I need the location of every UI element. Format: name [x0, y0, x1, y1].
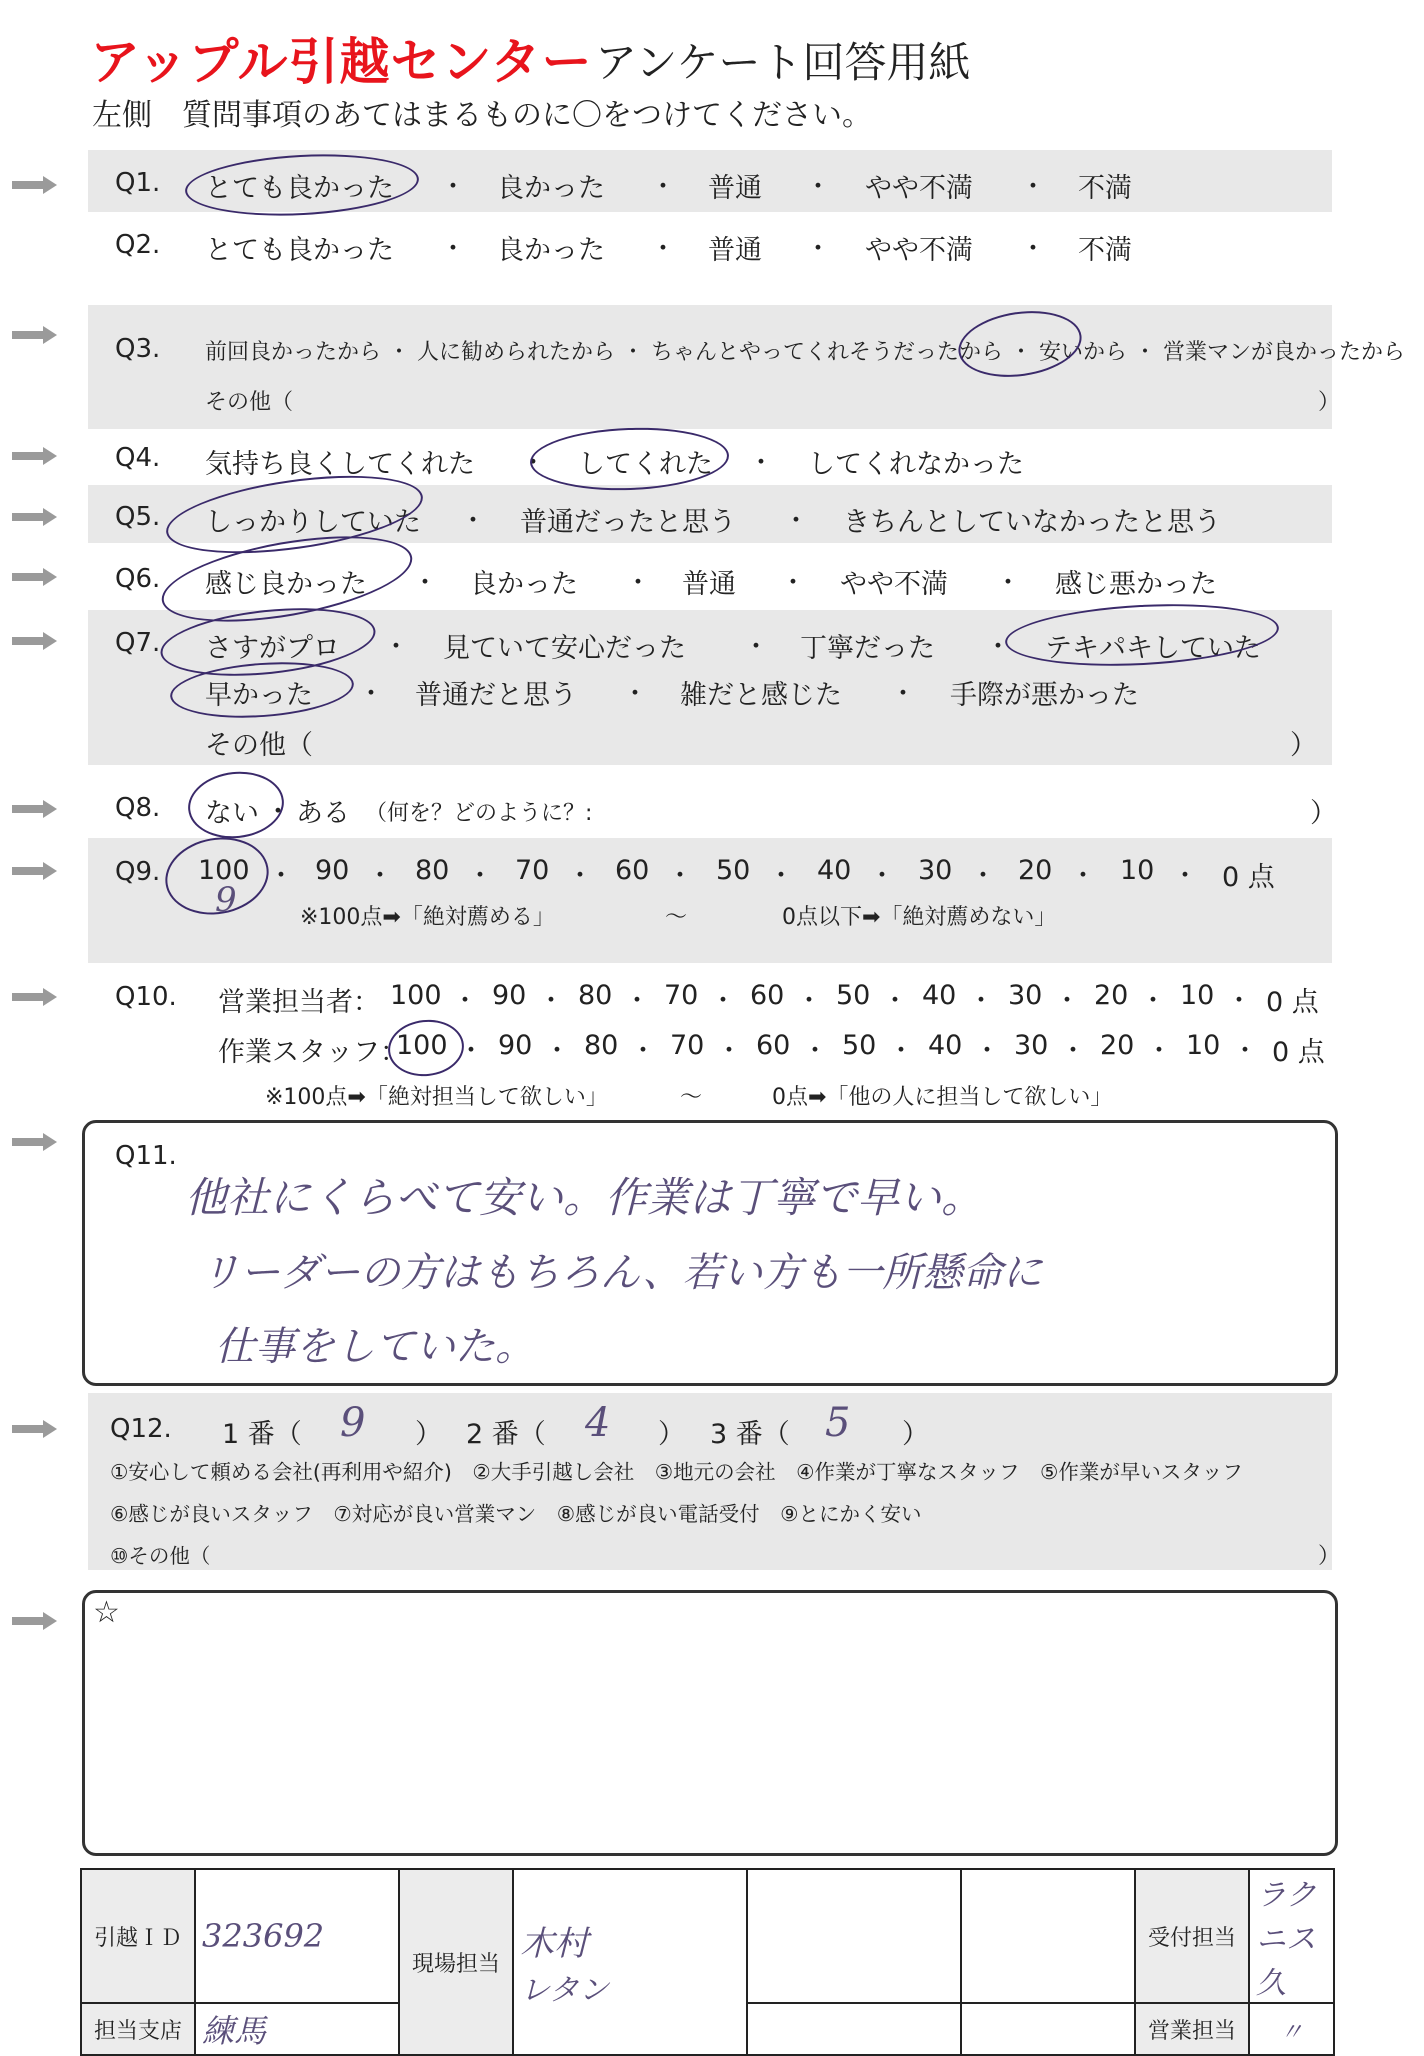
- q5-option[interactable]: しっかりしていた: [205, 507, 421, 538]
- site-staff-value: 木村: [520, 1923, 588, 1964]
- instructions: 左側 質問事項のあてはまるものに〇をつけてください。: [92, 98, 872, 133]
- q10-staff-score[interactable]: 0 点: [1272, 1037, 1325, 1068]
- star-icon: ☆: [93, 1595, 120, 1630]
- reception-label: 受付担当: [1135, 1869, 1249, 2003]
- q2-option[interactable]: やや不満: [865, 235, 973, 266]
- q1-label: Q1.: [115, 168, 161, 198]
- q7-option[interactable]: さすがプロ: [205, 633, 340, 664]
- q8-option-some[interactable]: ある: [296, 798, 350, 829]
- move-id-value: 323692: [202, 1917, 325, 1955]
- q10-staff-score[interactable]: 70: [670, 1030, 705, 1061]
- q4-option[interactable]: 気持ち良くしてくれた: [205, 449, 475, 480]
- q10-note-left: ※100点➡「絶対担当して欲しい」: [265, 1085, 608, 1110]
- q11-comment-box[interactable]: [82, 1120, 1338, 1386]
- q10-staff-score[interactable]: 90: [498, 1030, 533, 1061]
- q6-label: Q6.: [115, 564, 161, 594]
- q12-choices: ①安心して頼める会社(再利用や紹介) ②大手引越し会社 ③地元の会社 ④作業が丁寧なスタッフ ⑤作業が早いスタッフ: [110, 1460, 1243, 1484]
- arrow-icon: [12, 632, 58, 650]
- q9-tilde: ～: [665, 905, 688, 930]
- arrow-icon: [12, 862, 58, 880]
- q10-sales-score[interactable]: 80: [578, 980, 613, 1011]
- q9-score[interactable]: 20: [1018, 855, 1053, 886]
- q9-handwritten-mark: 9: [215, 880, 237, 920]
- site-staff-label: 現場担当: [399, 1869, 513, 2055]
- branch-value: 練馬: [202, 2012, 267, 2050]
- q10-label: Q10.: [115, 982, 177, 1012]
- q12-rank2-label: 2 番（: [466, 1419, 546, 1450]
- q11-handwritten-line: 他社にくらべて安い。作業は丁寧で早い。: [185, 1173, 984, 1222]
- q12-rank1-close: ）: [415, 1419, 442, 1450]
- q8-detail[interactable]: （何を？どのように？:: [365, 801, 593, 826]
- q10-sales-label: 営業担当者：: [218, 987, 380, 1018]
- q6-option[interactable]: 感じ良かった: [205, 569, 367, 600]
- q7-option[interactable]: 手際が悪かった: [950, 680, 1139, 711]
- q10-note-right: 0点➡「他の人に担当して欲しい」: [772, 1085, 1113, 1110]
- arrow-icon: [12, 1133, 58, 1151]
- company-title: アップル引越センター: [90, 33, 593, 91]
- move-id-label: 引越ＩＤ: [81, 1869, 195, 2003]
- q12-choices-other[interactable]: ⑩その他（: [110, 1544, 211, 1568]
- q10-staff-score[interactable]: 80: [584, 1030, 619, 1061]
- q9-score[interactable]: 70: [515, 855, 550, 886]
- q5-option[interactable]: きちんとしていなかったと思う: [843, 507, 1221, 538]
- q2-option[interactable]: 普通: [708, 235, 762, 266]
- q7-label: Q7.: [115, 628, 161, 658]
- q9-note-left: ※100点➡「絶対薦める」: [300, 905, 555, 930]
- q10-sales-score[interactable]: 100: [390, 980, 442, 1011]
- q7-option[interactable]: テキパキしていた: [1045, 633, 1261, 664]
- q7-option[interactable]: 普通だと思う: [415, 680, 577, 711]
- q4-label: Q4.: [115, 443, 161, 473]
- q12-rank3-close: ）: [902, 1419, 929, 1450]
- q9-score[interactable]: 60: [615, 855, 650, 886]
- q1-option[interactable]: やや不満: [865, 173, 973, 204]
- q7-option[interactable]: 早かった: [205, 680, 313, 711]
- q7-option[interactable]: 見ていて安心だった: [443, 633, 686, 664]
- arrow-icon: [12, 568, 58, 586]
- q8-label: Q8.: [115, 793, 161, 823]
- q3-label: Q3.: [115, 334, 161, 364]
- q2-option[interactable]: とても良かった: [205, 235, 394, 266]
- arrow-icon: [12, 447, 58, 465]
- q10-staff-label: 作業スタッフ：: [218, 1037, 407, 1068]
- q10-staff-score[interactable]: 100: [396, 1030, 448, 1061]
- sales-staff-value: 〃: [1279, 2017, 1304, 2046]
- free-comment-box[interactable]: [82, 1590, 1338, 1856]
- q10-staff-score[interactable]: 30: [1014, 1030, 1049, 1061]
- arrow-icon: [12, 1420, 58, 1438]
- q10-sales-score[interactable]: 30: [1008, 980, 1043, 1011]
- q7-other[interactable]: その他（: [205, 730, 313, 761]
- q12-rank1-label: 1 番（: [222, 1419, 302, 1450]
- q10-staff-score[interactable]: 10: [1186, 1030, 1221, 1061]
- q9-label: Q9.: [115, 857, 161, 887]
- q10-sales-score[interactable]: 20: [1094, 980, 1129, 1011]
- q9-score[interactable]: 100: [198, 855, 250, 886]
- q3-other[interactable]: その他（: [205, 390, 294, 415]
- q11-label: Q11.: [115, 1141, 177, 1171]
- form-title: アンケート回答用紙: [595, 38, 971, 87]
- q10-sales-score[interactable]: 10: [1180, 980, 1215, 1011]
- site-staff-value: レタン: [520, 1972, 609, 2008]
- q3-options[interactable]: 前回良かったから ・ 人に勧められたから ・ ちゃんとやってくれそうだったから ・ 安いから ・ 営業マンが良かったから: [205, 340, 1405, 365]
- q10-tilde: ～: [680, 1085, 703, 1110]
- q6-option[interactable]: やや不満: [840, 569, 948, 600]
- q12-rank3-label: 3 番（: [710, 1419, 790, 1450]
- q10-staff-score[interactable]: 50: [842, 1030, 877, 1061]
- arrow-icon: [12, 1612, 58, 1630]
- q4-option[interactable]: してくれなかった: [808, 449, 1024, 480]
- arrow-icon: [12, 988, 58, 1006]
- q12-rank1-answer[interactable]: 9: [340, 1400, 366, 1446]
- q1-option[interactable]: 普通: [708, 173, 762, 204]
- q9-note-right: 0点以下➡「絶対薦めない」: [782, 905, 1057, 930]
- q12-choices: ⑥感じが良いスタッフ ⑦対応が良い営業マン ⑧感じが良い電話受付 ⑨とにかく安い: [110, 1502, 922, 1526]
- q12-rank2-close: ）: [658, 1419, 685, 1450]
- q8-close: ）: [1310, 798, 1337, 829]
- q9-score[interactable]: 80: [415, 855, 450, 886]
- q9-score[interactable]: 0 点: [1222, 862, 1275, 893]
- q7-option[interactable]: 丁寧だった: [800, 633, 935, 664]
- q9-score[interactable]: 50: [716, 855, 751, 886]
- q12-rank2-answer[interactable]: 4: [585, 1400, 611, 1446]
- q2-option[interactable]: 良かった: [497, 235, 605, 266]
- q11-handwritten-line: 仕事をしていた。: [215, 1324, 535, 1370]
- q1-option[interactable]: とても良かった: [205, 173, 394, 204]
- sales-staff-label: 営業担当: [1135, 2003, 1249, 2055]
- q1-option[interactable]: 不満: [1078, 173, 1132, 204]
- q6-option[interactable]: 普通: [682, 569, 736, 600]
- arrow-icon: [12, 326, 58, 344]
- staff-info-table: [80, 1868, 1335, 2056]
- q5-option[interactable]: 普通だったと思う: [520, 507, 736, 538]
- q9-score[interactable]: 10: [1120, 855, 1155, 886]
- q12-rank3-answer[interactable]: 5: [825, 1400, 851, 1446]
- q10-sales-score[interactable]: 70: [664, 980, 699, 1011]
- q7-option[interactable]: 雑だと感じた: [680, 680, 842, 711]
- q9-score[interactable]: 40: [817, 855, 852, 886]
- q2-label: Q2.: [115, 230, 161, 260]
- q10-staff-score[interactable]: 60: [756, 1030, 791, 1061]
- q4-option[interactable]: してくれた: [578, 449, 713, 480]
- q5-label: Q5.: [115, 502, 161, 532]
- q7-other-close: ）: [1290, 730, 1317, 761]
- q6-option[interactable]: 感じ悪かった: [1055, 569, 1217, 600]
- q3-other-close: ）: [1318, 390, 1341, 415]
- q8-option-none[interactable]: ない: [205, 798, 259, 829]
- q1-option[interactable]: 良かった: [497, 173, 605, 204]
- q6-option[interactable]: 良かった: [470, 569, 578, 600]
- q2-option[interactable]: 不満: [1078, 235, 1132, 266]
- q12-other-close: ）: [1318, 1544, 1341, 1569]
- q10-sales-score[interactable]: 90: [492, 980, 527, 1011]
- q10-sales-score[interactable]: 40: [922, 980, 957, 1011]
- reception-value: ラクニス久: [1256, 1878, 1316, 2001]
- q12-label: Q12.: [110, 1414, 172, 1444]
- q9-score[interactable]: 30: [918, 855, 953, 886]
- q9-score[interactable]: 90: [315, 855, 350, 886]
- branch-label: 担当支店: [81, 2003, 195, 2055]
- arrow-icon: [12, 800, 58, 818]
- q10-staff-score[interactable]: 40: [928, 1030, 963, 1061]
- q10-sales-score[interactable]: 50: [836, 980, 871, 1011]
- q10-sales-score[interactable]: 0 点: [1266, 987, 1319, 1018]
- q10-staff-score[interactable]: 20: [1100, 1030, 1135, 1061]
- arrow-icon: [12, 176, 58, 194]
- arrow-icon: [12, 508, 58, 526]
- q11-handwritten-line: リーダーの方はもちろん、若い方も一所懸命に: [200, 1250, 1043, 1296]
- q10-sales-score[interactable]: 60: [750, 980, 785, 1011]
